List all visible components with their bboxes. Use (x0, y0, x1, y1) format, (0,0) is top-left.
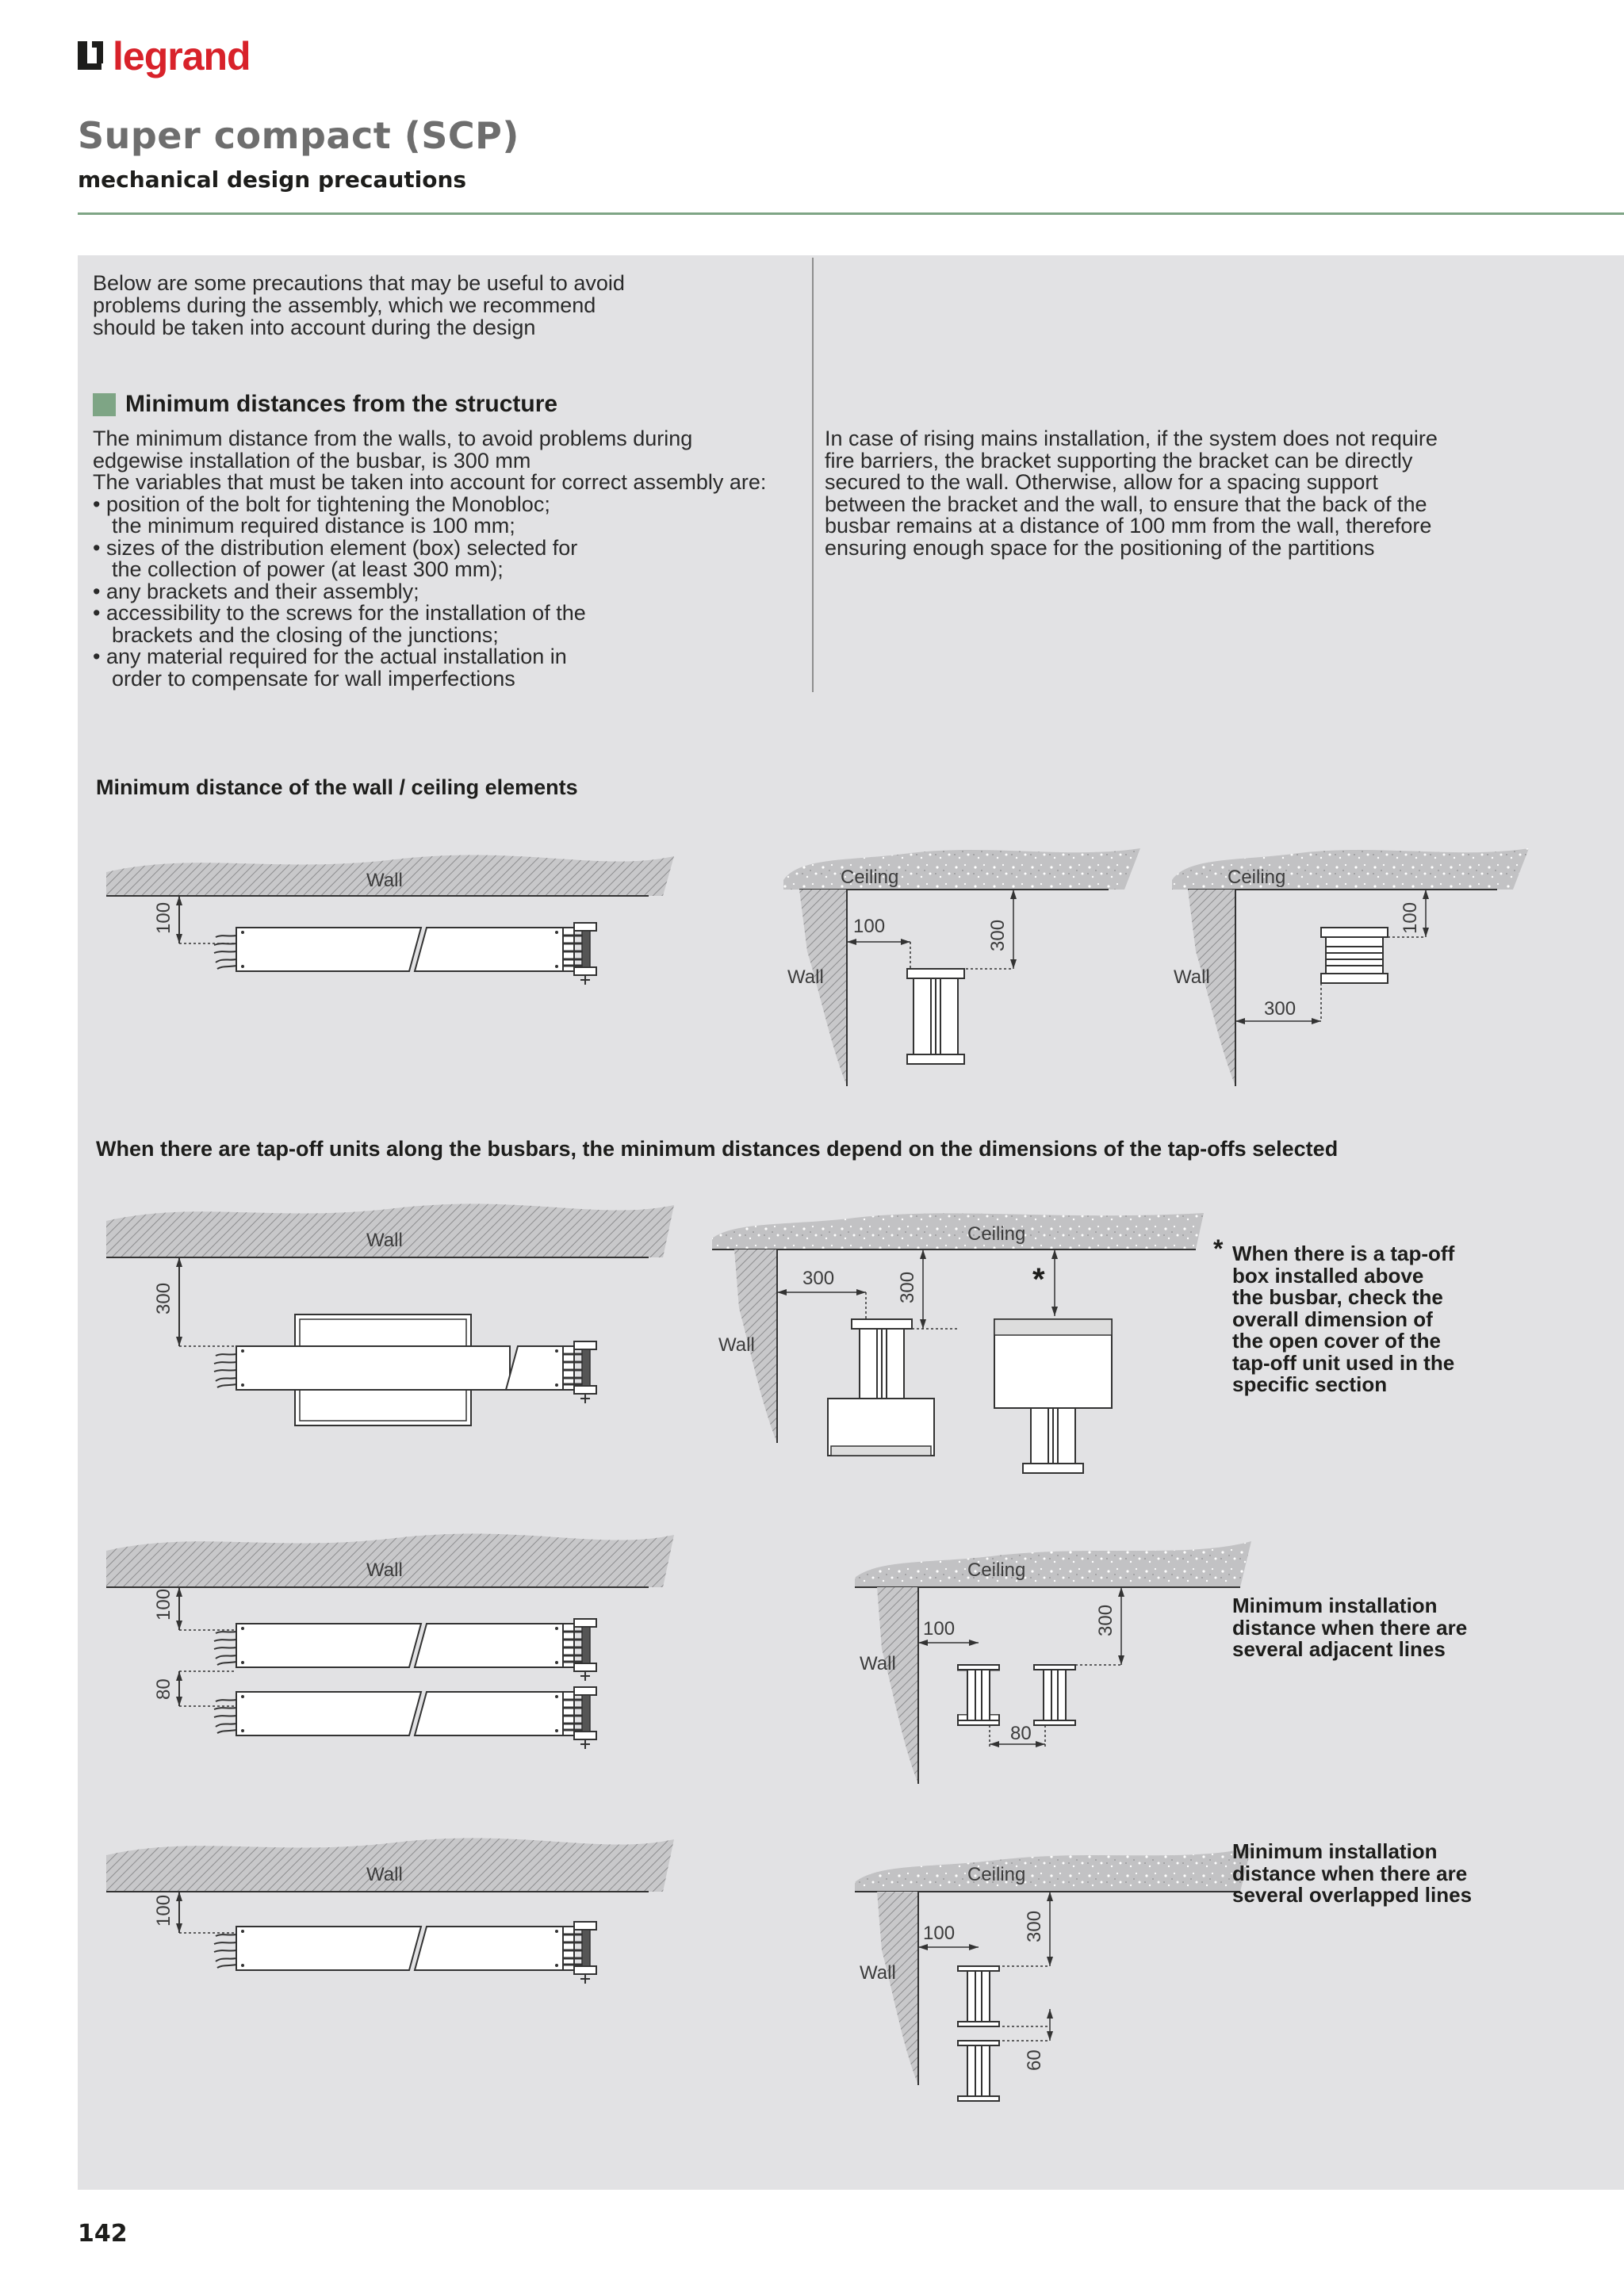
note-line: overall dimension of (1232, 1307, 1433, 1331)
column-divider (812, 258, 814, 692)
intro-line: problems during the assembly, which we recommend (93, 293, 596, 317)
text-line: ensuring enough space for the positioning of the partitions (825, 535, 1375, 560)
note-line: distance when there are (1232, 1615, 1468, 1640)
asterisk-marker: * (1032, 1262, 1045, 1297)
header-divider (78, 212, 1624, 215)
ceiling-label: Ceiling (967, 1223, 1026, 1245)
ceiling-label: Ceiling (841, 867, 899, 888)
wall-label: Wall (366, 1559, 403, 1581)
bullet-continuation: brackets and the closing of the junctions; (112, 622, 499, 647)
diagram-heading-1: Minimum distance of the wall / ceiling elements (96, 775, 578, 799)
adjacent-lines-note (1232, 1595, 1467, 1661)
text-line: busbar remains at a distance of 100 mm from the wall, therefore (825, 514, 1432, 538)
dimension-300: 300 (1024, 1910, 1045, 1942)
intro-text (93, 272, 791, 339)
wall-label: Wall (366, 1864, 403, 1885)
dimension-300: 300 (1095, 1604, 1116, 1636)
installation-diagrams (78, 825, 1624, 2188)
bullet-continuation: the minimum required distance is 100 mm; (112, 514, 515, 538)
note-line: several adjacent lines (1232, 1637, 1446, 1661)
bullet-line: • any brackets and their assembly; (93, 579, 419, 603)
dimension-100: 100 (153, 901, 174, 934)
svg-text:legrand: legrand (113, 35, 251, 78)
ceiling-label: Ceiling (967, 1864, 1026, 1885)
wall-label: Wall (366, 1230, 403, 1251)
note-line: distance when there are (1232, 1861, 1468, 1885)
wall-label: Wall (1174, 966, 1210, 988)
dimension-80: 80 (1010, 1723, 1032, 1744)
note-line: box installed above (1232, 1263, 1424, 1288)
diagram-heading-2: When there are tap-off units along the busbars, the minimum distances depend on the dimensions of the tap-offs selected (96, 1137, 1339, 1161)
left-column-text (93, 428, 806, 690)
wall-label: Wall (860, 1653, 896, 1674)
bullet-line: • position of the bolt for tightening the Monobloc; (93, 492, 550, 516)
intro-line: Below are some precautions that may be useful to avoid (93, 271, 625, 295)
ceiling-band-3 (712, 1213, 1204, 1249)
page-subtitle: mechanical design precautions (78, 166, 467, 193)
green-square-icon (93, 393, 116, 416)
dimension-300: 300 (897, 1271, 918, 1303)
page-title: Super compact (SCP) (78, 114, 519, 157)
ceiling-band-1 (783, 848, 1140, 890)
wall-label: Wall (718, 1334, 755, 1356)
tapoff-note (1213, 1234, 1455, 1396)
section-heading (93, 390, 557, 419)
bullet-line: • accessibility to the screws for the installation of the (93, 601, 586, 625)
bullet-line: • sizes of the distribution element (box) selected for (93, 535, 578, 560)
bullet-line: • any material required for the actual installation in (93, 645, 567, 668)
text-line: In case of rising mains installation, if the system does not require (825, 427, 1438, 450)
section-heading-text: Minimum distances from the structure (125, 391, 558, 417)
wall-label: Wall (860, 1962, 896, 1984)
dimension-100: 100 (1400, 901, 1421, 934)
note-line: the busbar, check the (1232, 1285, 1443, 1309)
note-line: Minimum installation (1232, 1839, 1438, 1863)
dimension-80: 80 (153, 1678, 174, 1700)
legrand-logo (78, 35, 268, 82)
wall-label: Wall (366, 870, 403, 891)
wall-label: Wall (787, 966, 824, 988)
ceiling-label: Ceiling (967, 1559, 1026, 1581)
overlapped-lines-note (1232, 1841, 1472, 1907)
dimension-300: 300 (153, 1282, 174, 1314)
text-line: edgewise installation of the busbar, is 300 mm (93, 448, 531, 473)
dimension-300: 300 (1264, 998, 1297, 1020)
ceiling-band-2 (1172, 848, 1529, 890)
dimension-100: 100 (153, 1588, 174, 1621)
intro-line: should be taken into account during the design (93, 316, 536, 339)
tapoff-note-asterisk: * (1213, 1234, 1224, 1263)
ceiling-band-5 (855, 1847, 1251, 1892)
text-line: secured to the wall. Otherwise, allow for a spacing support (825, 470, 1378, 494)
text-line: The variables that must be taken into account for correct assembly are: (93, 470, 767, 494)
note-line: the open cover of the (1232, 1329, 1441, 1353)
page-number: 142 (78, 2220, 128, 2248)
note-line: several overlapped lines (1232, 1883, 1473, 1907)
ceiling-label: Ceiling (1228, 867, 1286, 888)
dimension-100: 100 (153, 1894, 174, 1927)
bullet-continuation: order to compensate for wall imperfections (112, 666, 515, 691)
right-column-text (825, 428, 1522, 559)
dimension-60: 60 (1024, 2049, 1045, 2071)
text-line: between the bracket and the wall, to ensure that the back of the (825, 492, 1427, 516)
text-line: fire barriers, the bracket supporting the bracket can be directly (825, 448, 1413, 473)
note-line: tap-off unit used in the (1232, 1350, 1455, 1375)
bullet-continuation: the collection of power (at least 300 mm); (112, 557, 504, 581)
note-line: specific section (1232, 1372, 1388, 1396)
text-line: The minimum distance from the walls, to avoid problems during (93, 427, 693, 450)
dimension-100: 100 (853, 916, 886, 937)
dimension-100: 100 (923, 1923, 956, 1944)
ceiling-band-4 (855, 1541, 1251, 1587)
note-line: When there is a tap-off (1232, 1242, 1455, 1265)
dimension-300: 300 (802, 1268, 835, 1289)
note-line: Minimum installation (1232, 1594, 1438, 1617)
dimension-300: 300 (987, 919, 1009, 951)
dimension-100: 100 (923, 1618, 956, 1640)
